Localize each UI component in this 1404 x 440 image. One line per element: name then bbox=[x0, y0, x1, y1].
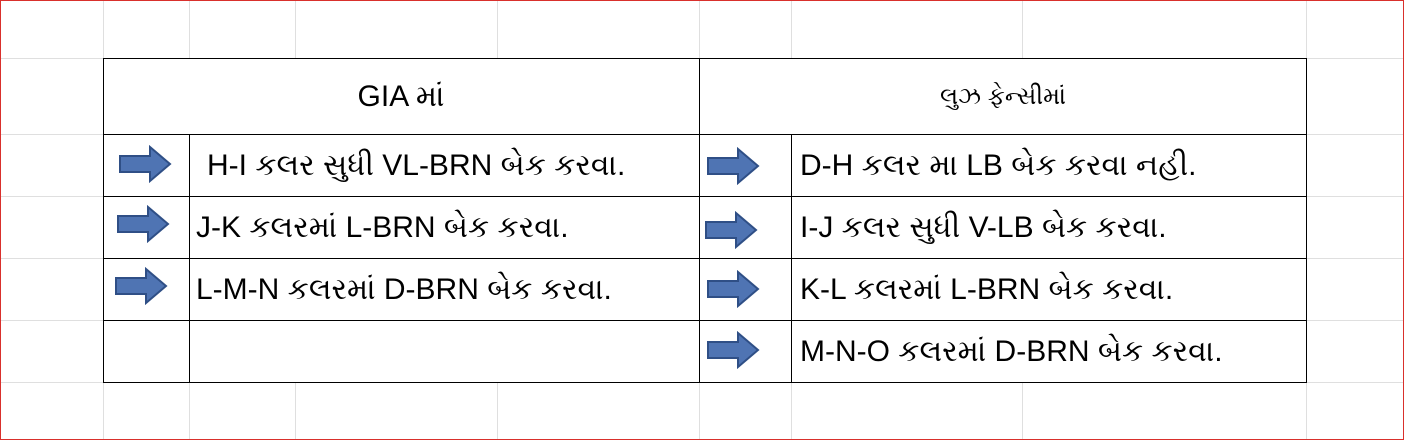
right-arrow-icon bbox=[118, 145, 172, 183]
right-column-header: લુઝ ફેન્સીમાં bbox=[940, 82, 1066, 110]
right-arrow-icon bbox=[706, 147, 760, 185]
left-row-2-text: J-K કલરમાં L-BRN બેક કરવા. bbox=[196, 210, 569, 244]
right-arrow-icon bbox=[706, 270, 760, 308]
left-column-header: GIA માં bbox=[357, 79, 445, 113]
right-row-1-text: D-H કલર મા LB બેક કરવા નહી. bbox=[800, 148, 1197, 182]
right-row-2-text: I-J કલર સુધી V-LB બેક કરવા. bbox=[800, 210, 1167, 244]
left-row-1-text: H-I કલર સુધી VL-BRN બેક કરવા. bbox=[207, 148, 626, 182]
right-arrow-icon bbox=[706, 331, 760, 369]
right-row-4-text: M-N-O કલરમાં D-BRN બેક કરવા. bbox=[800, 334, 1223, 368]
right-arrow-icon bbox=[116, 205, 170, 243]
right-row-3-text: K-L કલરમાં L-BRN બેક કરવા. bbox=[800, 272, 1174, 306]
left-row-3-text: L-M-N કલરમાં D-BRN બેક કરવા. bbox=[196, 272, 612, 306]
right-arrow-icon bbox=[114, 267, 168, 305]
right-arrow-icon bbox=[704, 211, 758, 249]
